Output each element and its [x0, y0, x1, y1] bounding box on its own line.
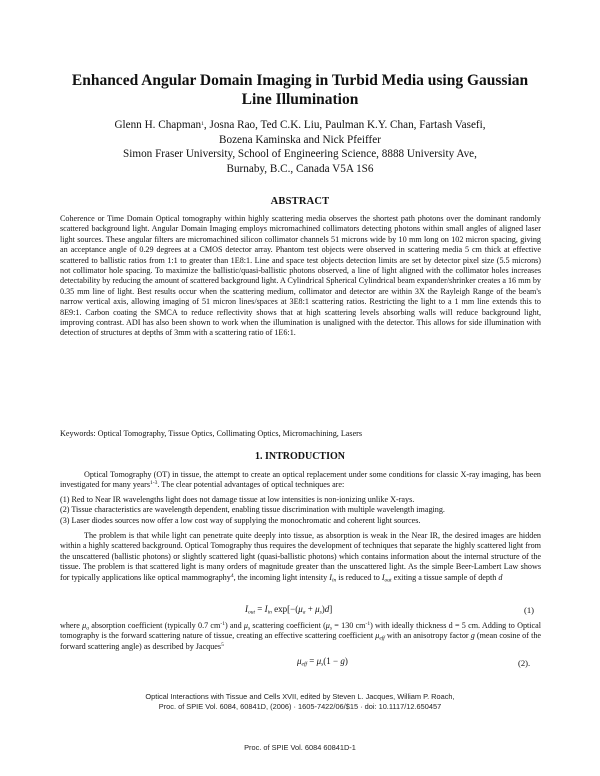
list-item: (1) Red to Near IR wavelengths light does not damage tissue at low intensities is non-ionizing unlike X-rays. — [60, 495, 415, 504]
authors-line-2: Bozena Kaminska and Nick Pfeiffer — [219, 133, 381, 146]
page-number: Proc. of SPIE Vol. 6084 60841D-1 — [244, 743, 356, 752]
title-line-1: Enhanced Angular Domain Imaging in Turbid Media using Gaussian — [71, 72, 529, 89]
abstract-text: Coherence or Time Domain Optical tomography within highly scattering media observes the shortest path photons over the dominant randomly scattered background light. Angular Domain Imaging employs micromachined collimators detecting photons within small angles of aligned laser light sources. These angular filters are micromachined silicon collimator channels 51 microns wide by 10 mm long on 102 micron spacing, giving an acceptance angle of 0.29 degrees at a CMOS detector array. Phantom test objects were observed in scattering media 5 cm thick at effective scattered to ballistic ratios from 1:1 to greater than 1E8:1. Line and space test objects detection limits are set by detector pixel size (5.5 microns) not collimator hole spacing. To maximize the ballistic/quasi-ballistic photons observed, a line of light aligned with the collimator holes increases detectability by reducing the amount of scattered background light. A Cylindrical Spherical Cylindrical beam expander/shrinker creates a 16 mm by 0.35 mm line of light. Best results occur when the scattering medium, collimator and detector are within 3X the Rayleigh Range of the beam's narrow vertical axis, allowing imaging of 51 micron lines/spaces at 3E8:1 scattering ratios. Restricting the light to a 1 mm line extends this to 8E9:1. Carbon coating the SMCA to reduce reflectivity shows that at high scattering levels absorbing walls will reduce background light, improving contrast. ADI has also been shown to work when the illumination is unaligned with the detector. This allows for side illumination with detection of structures at depths of 3mm with a scattering ratio of 1E6:1. — [60, 214, 541, 338]
affiliation-line-1: Simon Fraser University, School of Engineering Science, 8888 University Ave, — [123, 148, 477, 160]
citation-1-3: 1-3 — [150, 480, 158, 487]
intro-paragraph-3: where $\mu_a$ absorption coefficient (typically 0.7 $cm^{-1}$) and $\mu_s$ scattering coefficient ($\mu_s = 130$ $cm^{-1}$) with ideally thickness d = 5 cm. Adding to Optical tomography is the forward scattering nature of tissue, creating an effective scattering coefficient $\mu_{eff}$ with an anisotropy factor g (mean cosine of the forward scattering angle) as described by Jacques$^5$ — [60, 621, 541, 651]
author-block — [60, 118, 540, 176]
affiliation-line-2: Burnaby, B.C., Canada V5A 1S6 — [226, 162, 374, 175]
keywords: Keywords: Optical Tomography, Tissue Optics, Collimating Optics, Micromachining, Lasers — [60, 429, 363, 438]
footer-line-2: Proc. of SPIE Vol. 6084, 60841D, (2006) · 1605-7422/06/$15 · doi: 10.1117/12.650457 — [158, 702, 442, 711]
citation-5: 5 — [221, 641, 224, 648]
advantages-list — [60, 495, 541, 526]
authors-line-1 — [60, 118, 540, 133]
list-item: (3) Laser diodes sources now offer a low cost way of supplying the monochromatic and coherent light sources. — [60, 515, 421, 525]
section-heading-introduction: 1. INTRODUCTION — [254, 451, 345, 462]
abstract-heading: ABSTRACT — [270, 196, 330, 207]
intro-paragraph-1: Optical Tomography (OT) in tissue, the attempt to create an optical replacement under some conditions for classic X-ray imaging, has been investigated for many years$^{1-3}$. The clear potential advantages of optical techniques are: — [60, 470, 541, 490]
title-line-2: Line Illumination — [241, 91, 359, 108]
author-footnote-mark: 1 — [201, 121, 204, 127]
proceedings-footer — [0, 692, 600, 712]
intro-paragraph-2: The problem is that while light can penetrate quite deeply into tissue, as absorption is weak in the Near IR, the desired images are hidden within a highly scattered background. Optical Tomography thus requires the development of techniques that separate the highly scattered light from the unscattered (ballistic photons) or slightly scattered light (quasi-ballistic photons) which contains information about the internal structure of the tissue. The problem is that scattered light is many orders of magnitude greater than the unscattered light. As the simple Beer-Lambert Law shows for typically applications like optical mammography$^4$, the incoming light intensity $I_{in}$ is reduced to $I_{out}$ exiting a tissue sample of depth d — [60, 531, 541, 584]
paper-title — [50, 71, 550, 109]
first-author: Glenn H. Chapman — [114, 119, 202, 131]
equation-1-number: (1) — [524, 605, 535, 615]
citation-4: 4 — [230, 572, 234, 579]
footer-line-1: Optical Interactions with Tissue and Cells XVII, edited by Steven L. Jacques, William P. Roach, — [145, 692, 455, 701]
equation-1: $I_{out} = I_{in}$ $\exp[-(\mu_a + \mu_s)d]$ — [245, 604, 333, 616]
equation-2-number: (2). — [518, 658, 531, 668]
equation-2: $\mu_{eff} = \mu_s(1 - g)$ — [297, 656, 348, 668]
coauthors: , Josna Rao, Ted C.K. Liu, Paulman K.Y. Chan, Fartash Vasefi, — [203, 119, 486, 131]
list-item: (2) Tissue characteristics are wavelength dependent, enabling tissue discrimination with multiple wavelength imaging. — [60, 505, 445, 515]
